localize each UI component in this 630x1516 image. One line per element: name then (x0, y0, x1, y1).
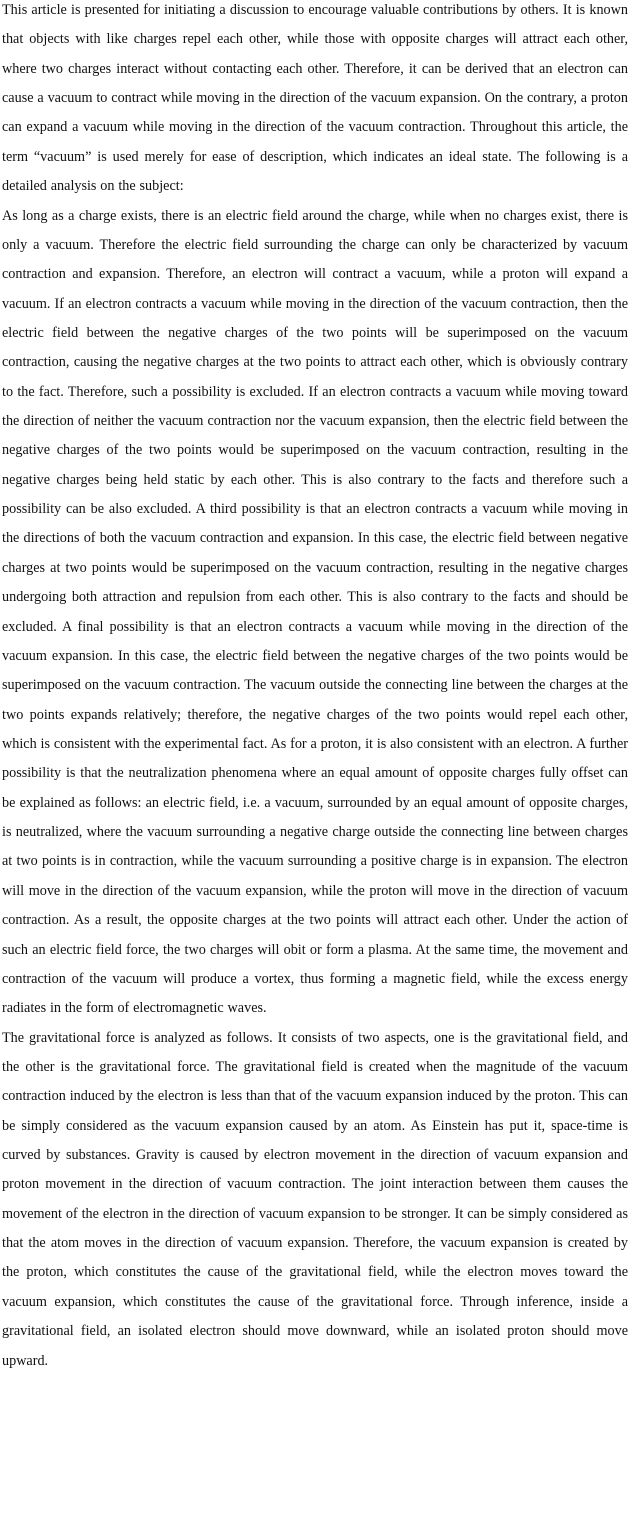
paragraph-introduction: This article is presented for initiating a discussion to encourage valuable contributions by others. It is known that objects with like charges repel each other, while those with opposite charges will attract each other, where two charges interact without contacting each other. Therefore, it can be derived that an electron can cause a vacuum to contract while moving in the direction of the vacuum expansion. On the contrary, a proton can expand a vacuum while moving in the direction of the vacuum contraction. Throughout this article, the term “vacuum” is used merely for ease of description, which indicates an ideal state. The following is a detailed analysis on the subject: (2, 2, 628, 195)
paragraph-gravitational-force: The gravitational force is analyzed as follows. It consists of two aspects, one is the gravitational field, and the other is the gravitational force. The gravitational field is created when the magnitude of the vacuum contraction induced by the electron is less than that of the vacuum expansion induced by the proton. This can be simply considered as the vacuum expansion caused by an atom. As Einstein has put it, space-time is curved by substances. Gravity is caused by electron movement in the direction of vacuum expansion and proton movement in the direction of vacuum contraction. The joint interaction between them causes the movement of the electron in the direction of vacuum expansion to be stronger. It can be simply considered as that the atom moves in the direction of vacuum expansion. Therefore, the vacuum expansion is created by the proton, which constitutes the cause of the gravitational field, while the electron moves toward the vacuum expansion, which constitutes the cause of the gravitational force. Through inference, inside a gravitational field, an isolated electron should move downward, while an isolated proton should move upward. (2, 1029, 628, 1369)
paragraph-electric-field: As long as a charge exists, there is an electric field around the charge, while when no charges exist, there is only a vacuum. Therefore the electric field surrounding the charge can only be characterized by vacuum contraction and expansion. Therefore, an electron will contract a vacuum, while a proton will expand a vacuum. If an electron contracts a vacuum while moving in the direction of the vacuum contraction, then the electric field between the negative charges of the two points will be superimposed on the vacuum contraction, causing the negative charges at the two points to attract each other, which is obviously contrary to the fact. Therefore, such a possibility is excluded. If an electron contracts a vacuum while moving toward the direction of neither the vacuum contraction nor the vacuum expansion, then the electric field between the negative charges of the two points would be superimposed on the vacuum contraction, resulting in the negative charges being held static by each other. This is also contrary to the facts and therefore such a possibility can be also excluded. A third possibility is that an electron contracts a vacuum while moving in the directions of both the vacuum contraction and expansion. In this case, the electric field between negative charges at two points would be superimposed on the vacuum contraction, resulting in the negative charges undergoing both attraction and repulsion from each other. This is also contrary to the facts and should be excluded. A final possibility is that an electron contracts a vacuum while moving in the direction of the vacuum expansion. In this case, the electric field between the negative charges of the two points would be superimposed on the vacuum contraction. The vacuum outside the connecting line between the charges at the two points expands relatively; therefore, the negative charges of the two points would repel each other, which is consistent with the experimental fact. As for a proton, it is also consistent with an electron. A further possibility is that the neutralization phenomena where an equal amount of opposite charges fully offset can be explained as follows: an electric field, i.e. a vacuum, surrounded by an equal amount of opposite charges, is neutralized, where the vacuum surrounding a negative charge outside the connecting line between charges at two points is in contraction, while the vacuum surrounding a positive charge is in expansion. The electron will move in the direction of the vacuum expansion, while the proton will move in the direction of vacuum contraction. As a result, the opposite charges at the two points will attract each other. Under the action of such an electric field force, the two charges will obit or form a plasma. At the same time, the movement and contraction of the vacuum will produce a vortex, thus forming a magnetic field, while the excess energy radiates in the form of electromagnetic waves. (2, 207, 628, 1017)
